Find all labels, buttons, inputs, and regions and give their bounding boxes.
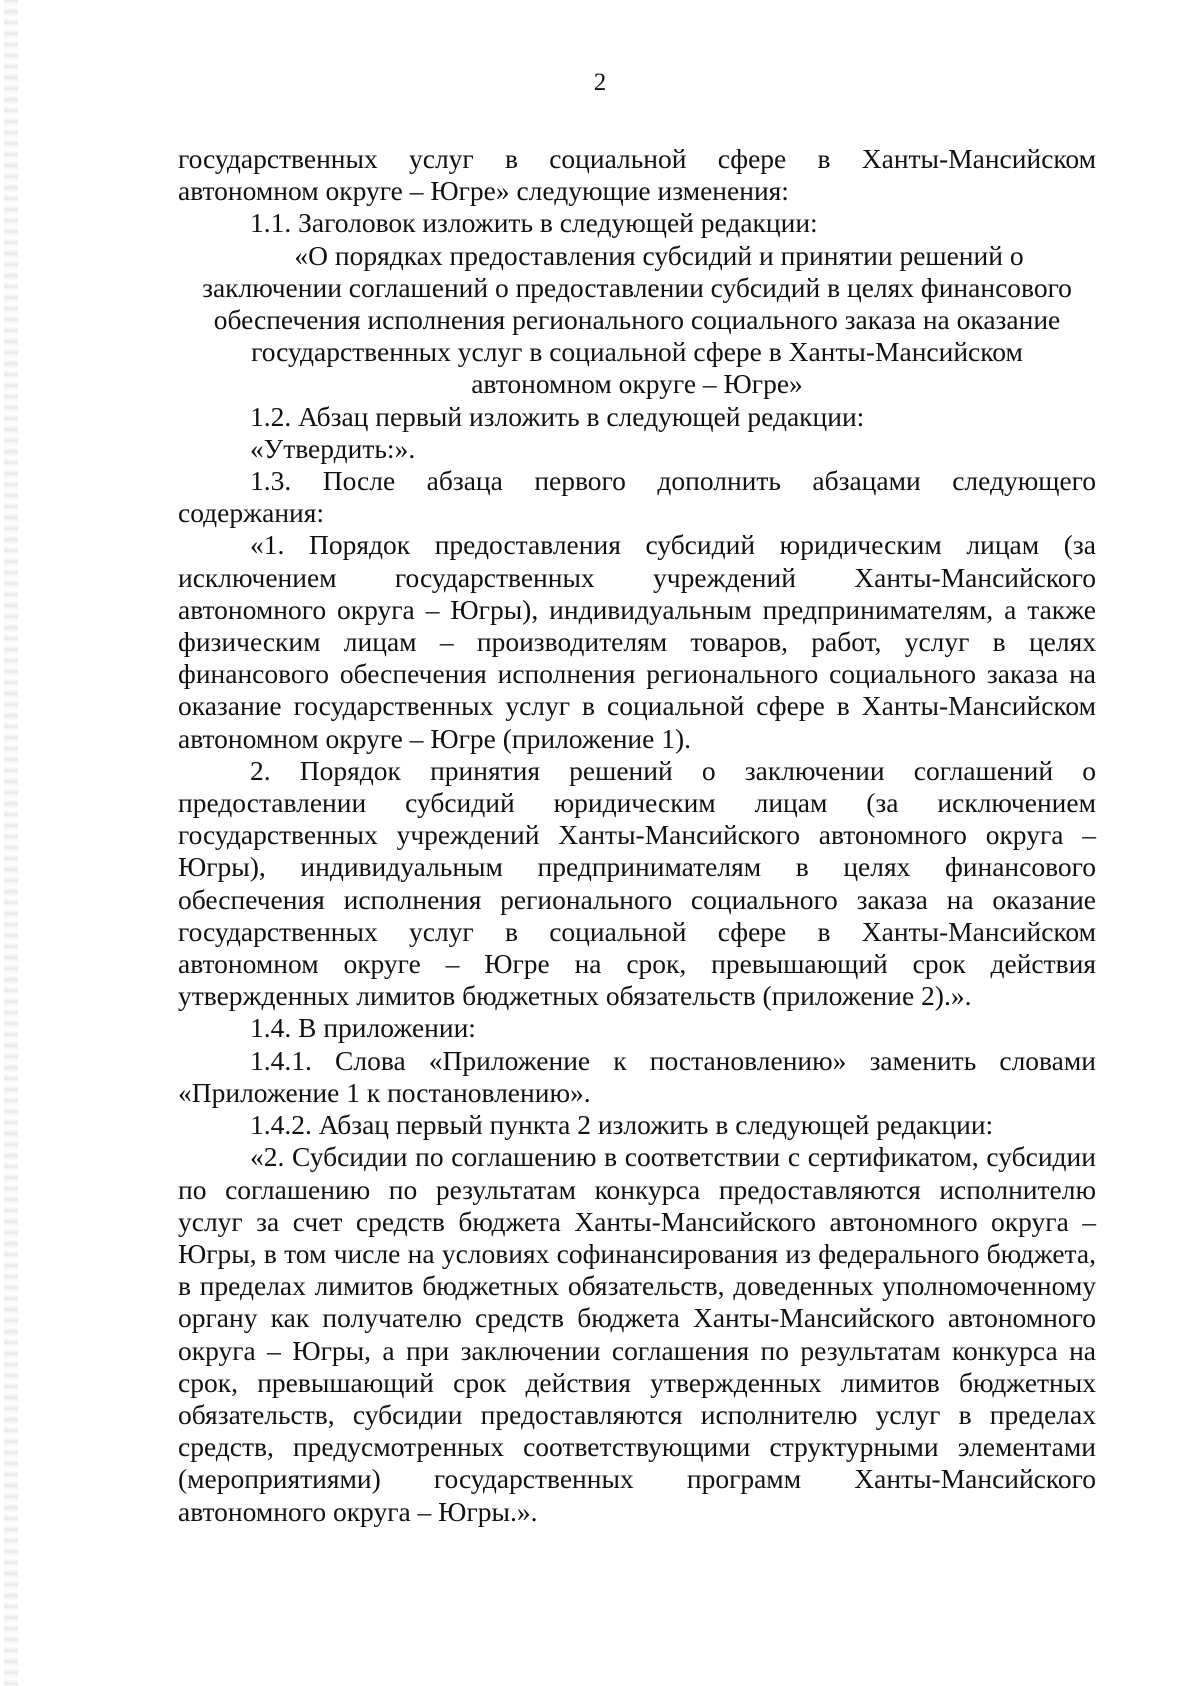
new-title-line: обеспечения исполнения регионального социального заказа на оказание (213, 304, 1061, 336)
paragraph-1-1: 1.1. Заголовок изложить в следующей редакции: (250, 207, 818, 239)
document-body (178, 143, 1096, 1528)
page-number: 2 (593, 69, 607, 96)
new-title-line: автономном округе – Югре» (471, 368, 803, 400)
scan-edge (4, 0, 18, 1686)
new-title-line: заключении соглашений о предоставлении субсидий в целях финансового (202, 271, 1072, 303)
new-title-line: «О порядках предоставления субсидий и принятии решений о (294, 239, 1024, 271)
paragraph-1-3: 1.3. После абзаца первого дополнить абзацами следующего содержания: (178, 465, 1096, 529)
paragraph-1-4: 1.4. В приложении: (250, 1012, 476, 1044)
new-title-line: государственных услуг в социальной сфере в Ханты-Мансийском (251, 336, 1023, 368)
paragraph-continuation: государственных услуг в социальной сфере в Ханты-Мансийском автономном округе – Югре» следующие изменения: (178, 143, 1096, 207)
new-title-block (178, 240, 1096, 401)
paragraph-order-1: «1. Порядок предоставления субсидий юридическим лицам (за исключением государственных учреждений Ханты-Мансийского автономного округа – Югры), индивидуальным предпринимателям, а также физическим лицам – производителям товаров, работ, услуг в целях финансового обеспечения исполнения регионального социального заказа на оказание государственных услуг в социальной сфере в Ханты-Мансийском автономном округе – Югре (приложение 1). (178, 529, 1096, 754)
paragraph-order-2: 2. Порядок принятия решений о заключении соглашений о предоставлении субсидий юридическим лицам (за исключением государственных учреждений Ханты-Мансийского автономного округа – Югры), индивидуальным предпринимателям в целях финансового обеспечения исполнения регионального социального заказа на оказание государственных услуг в социальной сфере в Ханты-Мансийском автономном округе – Югре на срок, превышающий срок действия утвержденных лимитов бюджетных обязательств (приложение 2).». (178, 754, 1096, 1012)
paragraph-1-2: 1.2. Абзац первый изложить в следующей редакции: (250, 400, 865, 432)
paragraph-approve: «Утвердить:». (250, 432, 416, 464)
paragraph-subsidies: «2. Субсидии по соглашению в соответствии с сертификатом, субсидии по соглашению по результатам конкурса предоставляются исполнителю услуг за счет средств бюджета Ханты-Мансийского автономного округа – Югры, в том числе на условиях софинансирования из федерального бюджета, в пределах лимитов бюджетных обязательств, доведенных уполномоченному органу как получателю средств бюджета Ханты-Мансийского автономного округа – Югры, а при заключении соглашения по результатам конкурса на срок, превышающий срок действия утвержденных лимитов бюджетных обязательств, субсидии предоставляются исполнителю услуг в пределах средств, предусмотренных соответствующими структурными элементами (мероприятиями) государственных программ Ханты-Мансийского автономного округа – Югры.». (178, 1141, 1096, 1527)
paragraph-1-4-1: 1.4.1. Слова «Приложение к постановлению» заменить словами «Приложение 1 к постановлению». (178, 1044, 1096, 1108)
paragraph-1-4-2: 1.4.2. Абзац первый пункта 2 изложить в следующей редакции: (250, 1109, 994, 1141)
